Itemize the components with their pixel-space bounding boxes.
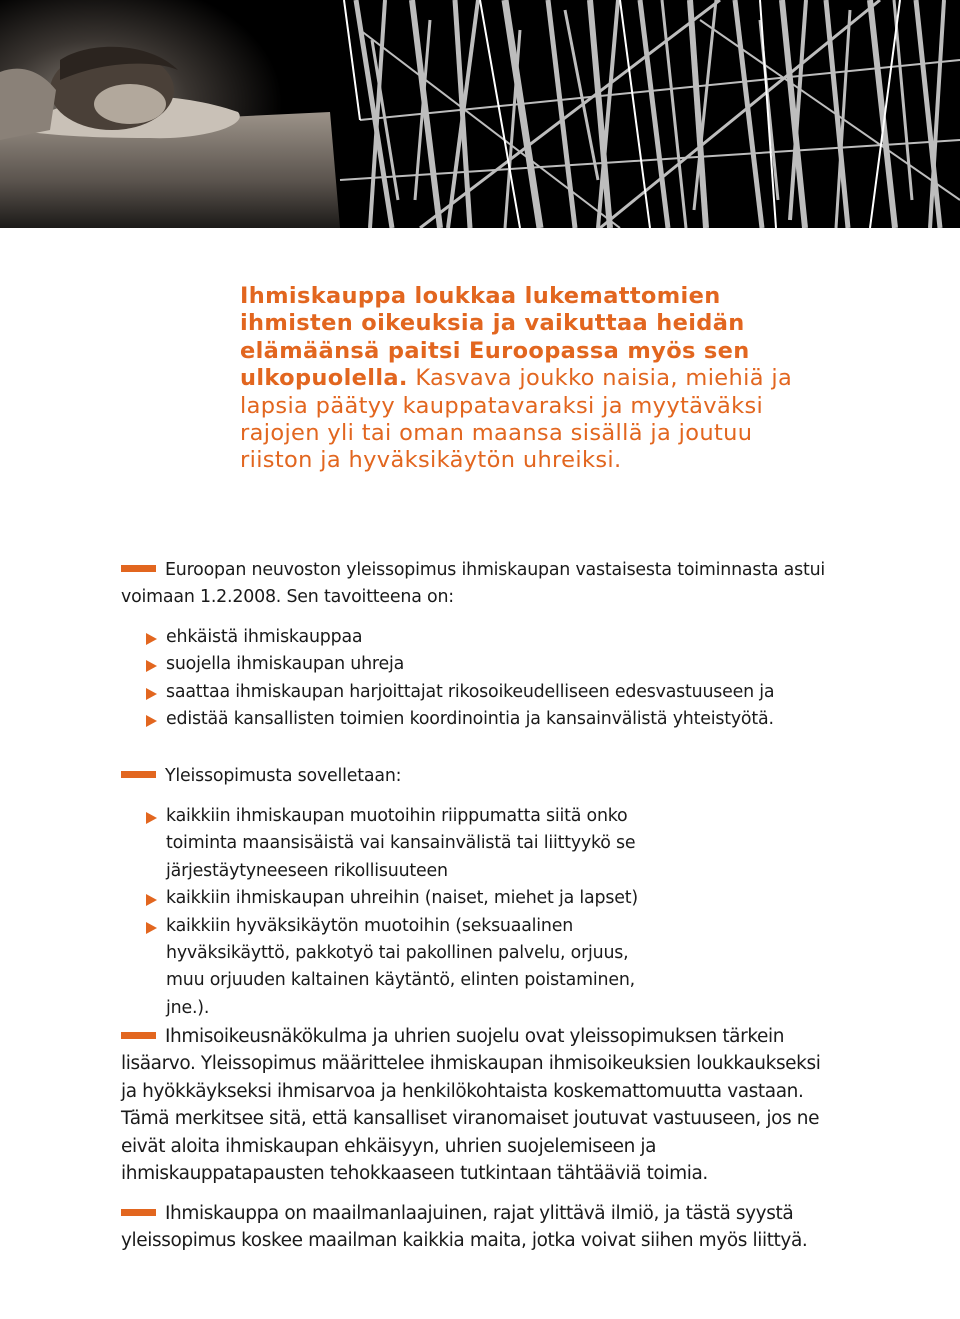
intro-bold-text: Ihmiskauppa loukkaa lukemattomien ihmisten oikeuksia ja vaikuttaa heidän elämäänsä paitsi Euroopassa myös sen ulkopuolella. <box>240 283 750 392</box>
section4-text: Ihmiskauppa on maailmanlaajuinen, rajat ylittävä ilmiö, ja tästä syystä yleissopimus koskee maailman kaikkia maita, jotka voivat siihen myös liittyä. <box>121 1203 808 1252</box>
orange-bar-marker <box>121 771 156 778</box>
list-item: kaikkiin hyväksikäytön muotoihin (seksuaalinen hyväksikäyttö, pakkotyö tai pakollinen palvelu, orjuus, muu orjuuden kaltainen käytäntö, elinten poistaminen, jne.). <box>146 913 666 1023</box>
section-human-rights <box>121 1023 841 1187</box>
section3-text: Ihmisoikeusnäkökulma ja uhrien suojelu ovat yleissopimuksen tärkein lisäarvo. Yleissopimus määrittelee ihmiskaupan ihmisoikeuksien loukkaukseksi ja hyökkäykseksi ihmisarvoa ja henkilökohtaista koskemattomuutta vastaan. Tämä merkitsee sitä, että kansalliset viranomaiset joutuvat vastuuseen, jos ne eivät aloita ihmiskaupan ehkäisyyn, uhrien suojelemiseen ja ihmiskauppatapausten tehokkaaseen tutkintaan tähtääviä toimia. <box>121 1026 821 1185</box>
list-item: kaikkiin ihmiskaupan uhreihin (naiset, miehet ja lapset) <box>146 885 666 912</box>
section-global-scope <box>121 1200 841 1255</box>
section-scope-heading <box>121 763 841 790</box>
orange-bar-marker <box>121 1032 156 1039</box>
triangle-bullet-icon <box>146 922 157 934</box>
triangle-bullet-icon <box>146 812 157 824</box>
goals-list <box>146 624 846 734</box>
header-photo-banner <box>0 0 960 228</box>
triangle-bullet-icon <box>146 894 157 906</box>
intro-highlight <box>240 283 800 475</box>
face-shape <box>94 84 166 124</box>
section1-text: Euroopan neuvoston yleissopimus ihmiskaupan vastaisesta toiminnasta astui voimaan 1.2.2008. Sen tavoitteena on: <box>121 560 826 608</box>
triangle-bullet-icon <box>146 688 157 700</box>
list-item: saattaa ihmiskaupan harjoittajat rikosoikeudelliseen edesvastuuseen ja <box>146 679 846 706</box>
scope-list <box>146 803 666 1022</box>
triangle-bullet-icon <box>146 660 157 672</box>
orange-bar-marker <box>121 565 156 572</box>
section-convention-intro <box>121 557 841 612</box>
list-item: edistää kansallisten toimien koordinointia ja kansainvälistä yhteistyötä. <box>146 706 846 733</box>
orange-bar-marker <box>121 1209 156 1216</box>
banner-illustration <box>0 0 960 228</box>
list-item: kaikkiin ihmiskaupan muotoihin riippumatta siitä onko toiminta maansisäistä vai kansainvälistä tai liittyykö se järjestäytyneeseen rikollisuuteen <box>146 803 666 885</box>
list-item: suojella ihmiskaupan uhreja <box>146 651 846 678</box>
triangle-bullet-icon <box>146 633 157 645</box>
list-item: ehkäistä ihmiskauppaa <box>146 624 846 651</box>
section2-text: Yleissopimusta sovelletaan: <box>165 766 402 786</box>
triangle-bullet-icon <box>146 715 157 727</box>
intro-regular-text: Kasvava joukko naisia, miehiä ja lapsia päätyy kauppatavaraksi ja myytäväksi rajojen yli tai oman maansa sisällä ja joutuu riiston ja hyväksikäytön uhreiksi. <box>240 365 793 474</box>
